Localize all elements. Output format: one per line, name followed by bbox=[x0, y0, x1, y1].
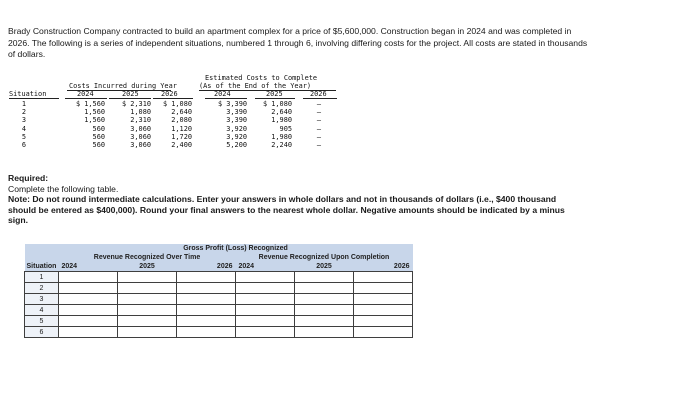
cost-cell-e2: 2,240 bbox=[271, 141, 292, 149]
gross-profit-input[interactable] bbox=[354, 327, 413, 338]
cost-cell-i2: 2,310 bbox=[130, 116, 151, 125]
cost-cell-e2: 1,980 bbox=[271, 132, 292, 141]
gross-profit-input[interactable] bbox=[177, 327, 236, 338]
cost-cell-i1: $ 1,560 bbox=[75, 100, 105, 108]
estimated-year-1: 2024 bbox=[214, 90, 231, 98]
cost-cell-s: 4 bbox=[21, 124, 27, 133]
over-time-year-2025: 2025 bbox=[118, 262, 177, 272]
gross-profit-input[interactable] bbox=[59, 316, 118, 327]
incurred-year-1: 2024 bbox=[77, 90, 94, 98]
over-time-year-2026: 2026 bbox=[177, 262, 236, 272]
cost-cell-i1: 1,560 bbox=[84, 116, 105, 125]
completion-year-2025: 2025 bbox=[295, 262, 354, 272]
situation-col-label: Situation bbox=[9, 90, 47, 98]
cost-cell-i1: 560 bbox=[92, 124, 105, 133]
situation-row bbox=[25, 294, 413, 305]
cost-cell-e1: 3,390 bbox=[226, 116, 247, 125]
cost-cell-i1: 560 bbox=[92, 132, 105, 141]
cost-cell-e1: 3,390 bbox=[226, 108, 247, 117]
required-instruction: Complete the following table. bbox=[8, 183, 119, 194]
gross-profit-input[interactable] bbox=[118, 316, 177, 327]
cost-cell-e2: 905 bbox=[279, 124, 292, 133]
gross-profit-input[interactable] bbox=[295, 272, 354, 283]
incurred-year-2: 2025 bbox=[122, 90, 139, 98]
gross-profit-input[interactable] bbox=[59, 327, 118, 338]
gross-profit-input[interactable] bbox=[236, 283, 295, 294]
cost-cell-e1: 3,920 bbox=[226, 132, 247, 141]
gross-profit-input[interactable] bbox=[295, 316, 354, 327]
incurred-year-3: 2026 bbox=[161, 90, 178, 98]
gross-profit-input[interactable] bbox=[59, 294, 118, 305]
cost-cell-i3: $ 1,080 bbox=[162, 100, 192, 108]
cost-cell-s: 6 bbox=[21, 141, 27, 149]
gross-profit-input[interactable] bbox=[59, 283, 118, 294]
cost-cell-e2: 1,980 bbox=[271, 116, 292, 125]
gross-profit-input[interactable] bbox=[59, 305, 118, 316]
gross-profit-input[interactable] bbox=[118, 294, 177, 305]
gross-profit-input[interactable] bbox=[354, 283, 413, 294]
gross-profit-input[interactable] bbox=[177, 283, 236, 294]
gross-profit-input[interactable] bbox=[236, 327, 295, 338]
cost-cell-e1: 3,920 bbox=[226, 124, 247, 133]
gross-profit-input[interactable] bbox=[295, 294, 354, 305]
situation-number: 4 bbox=[25, 305, 59, 316]
problem-intro: Brady Construction Company contracted to build an apartment complex for a price of $5,600,000. Construction began in 2024 and was completed in 2026. The following is a series of independent situations, numbered 1 through 6, involving differing costs for the project. All costs are stated in thousands of dollars. bbox=[8, 26, 588, 59]
situation-number: 3 bbox=[25, 294, 59, 305]
situation-header: Situation bbox=[25, 262, 59, 272]
cost-cell-i2: 3,060 bbox=[130, 141, 151, 149]
gross-profit-input[interactable] bbox=[59, 272, 118, 283]
estimated-costs-subheader: (As of the End of the Year) bbox=[199, 82, 312, 90]
gross-profit-input[interactable] bbox=[177, 272, 236, 283]
gross-profit-input[interactable] bbox=[295, 283, 354, 294]
over-time-header: Revenue Recognized Over Time bbox=[59, 253, 236, 262]
cost-cell-s: 1 bbox=[21, 100, 27, 108]
gross-profit-input[interactable] bbox=[118, 272, 177, 283]
gross-profit-input[interactable] bbox=[236, 272, 295, 283]
gross-profit-table bbox=[24, 244, 413, 338]
cost-cell-e1: $ 3,390 bbox=[217, 100, 247, 108]
situation-row bbox=[25, 305, 413, 316]
cost-cell-s: 3 bbox=[21, 116, 27, 125]
cost-cell-e1: 5,200 bbox=[226, 141, 247, 149]
cost-cell-e3: – bbox=[316, 100, 322, 108]
gross-profit-input[interactable] bbox=[118, 327, 177, 338]
cost-cell-e3: – bbox=[316, 124, 322, 133]
gross-profit-input[interactable] bbox=[118, 283, 177, 294]
required-note: Note: Do not round intermediate calculations. Enter your answers in whole dollars and not in thousands of dollars (i.e., $400 thousand should be entered as $400,000). Round your final answers to the nearest whole dollar. Negative amounts should be indicated by a minus sign. bbox=[8, 194, 565, 226]
gross-profit-input[interactable] bbox=[236, 305, 295, 316]
required-section bbox=[8, 173, 578, 226]
cost-cell-i3: 1,720 bbox=[171, 132, 192, 141]
gross-profit-title: Gross Profit (Loss) Recognized bbox=[59, 244, 413, 253]
over-time-year-2024: 2024 bbox=[59, 262, 118, 272]
estimated-year-2: 2025 bbox=[266, 90, 283, 98]
cost-cell-s: 2 bbox=[21, 108, 27, 117]
cost-cell-e3: – bbox=[316, 116, 322, 125]
required-heading: Required: bbox=[8, 173, 49, 183]
gross-profit-input[interactable] bbox=[354, 294, 413, 305]
gross-profit-input[interactable] bbox=[295, 327, 354, 338]
cost-cell-i2: 3,060 bbox=[130, 124, 151, 133]
cost-cell-e3: – bbox=[316, 141, 322, 149]
completion-year-2026: 2026 bbox=[354, 262, 413, 272]
cost-cell-e3: – bbox=[316, 108, 322, 117]
cost-cell-s: 5 bbox=[21, 132, 27, 141]
gross-profit-input[interactable] bbox=[177, 316, 236, 327]
cost-cell-i1: 560 bbox=[92, 141, 105, 149]
gross-profit-input[interactable] bbox=[177, 305, 236, 316]
cost-cell-i3: 1,120 bbox=[171, 124, 192, 133]
situation-row bbox=[25, 272, 413, 283]
situation-number: 5 bbox=[25, 316, 59, 327]
gross-profit-input[interactable] bbox=[354, 272, 413, 283]
estimated-year-3: 2026 bbox=[310, 90, 327, 98]
gross-profit-input[interactable] bbox=[295, 305, 354, 316]
gross-profit-input[interactable] bbox=[236, 316, 295, 327]
situation-row bbox=[25, 283, 413, 294]
situation-number: 6 bbox=[25, 327, 59, 338]
cost-cell-i3: 2,080 bbox=[171, 116, 192, 125]
costs-incurred-header: Costs Incurred during Year bbox=[69, 82, 177, 90]
cost-cell-i1: 1,560 bbox=[84, 108, 105, 117]
gross-profit-input[interactable] bbox=[236, 294, 295, 305]
cost-cell-e3: – bbox=[316, 132, 322, 141]
cost-cell-i2: $ 2,310 bbox=[121, 100, 151, 108]
situation-number: 2 bbox=[25, 283, 59, 294]
cost-cell-i2: 3,060 bbox=[130, 132, 151, 141]
cost-cell-i2: 1,080 bbox=[130, 108, 151, 117]
cost-cell-i3: 2,640 bbox=[171, 108, 192, 117]
cost-cell-e2: $ 1,080 bbox=[262, 100, 292, 108]
gross-profit-input[interactable] bbox=[177, 294, 236, 305]
completion-year-2024: 2024 bbox=[236, 262, 295, 272]
gross-profit-input[interactable] bbox=[118, 305, 177, 316]
gross-profit-input[interactable] bbox=[354, 305, 413, 316]
estimated-costs-header: Estimated Costs to Complete bbox=[205, 74, 318, 82]
gross-profit-input[interactable] bbox=[354, 316, 413, 327]
situation-row bbox=[25, 327, 413, 338]
situation-row bbox=[25, 316, 413, 327]
upon-completion-header: Revenue Recognized Upon Completion bbox=[236, 253, 413, 262]
cost-cell-e2: 2,640 bbox=[271, 108, 292, 117]
situation-number: 1 bbox=[25, 272, 59, 283]
cost-cell-i3: 2,400 bbox=[171, 141, 192, 149]
